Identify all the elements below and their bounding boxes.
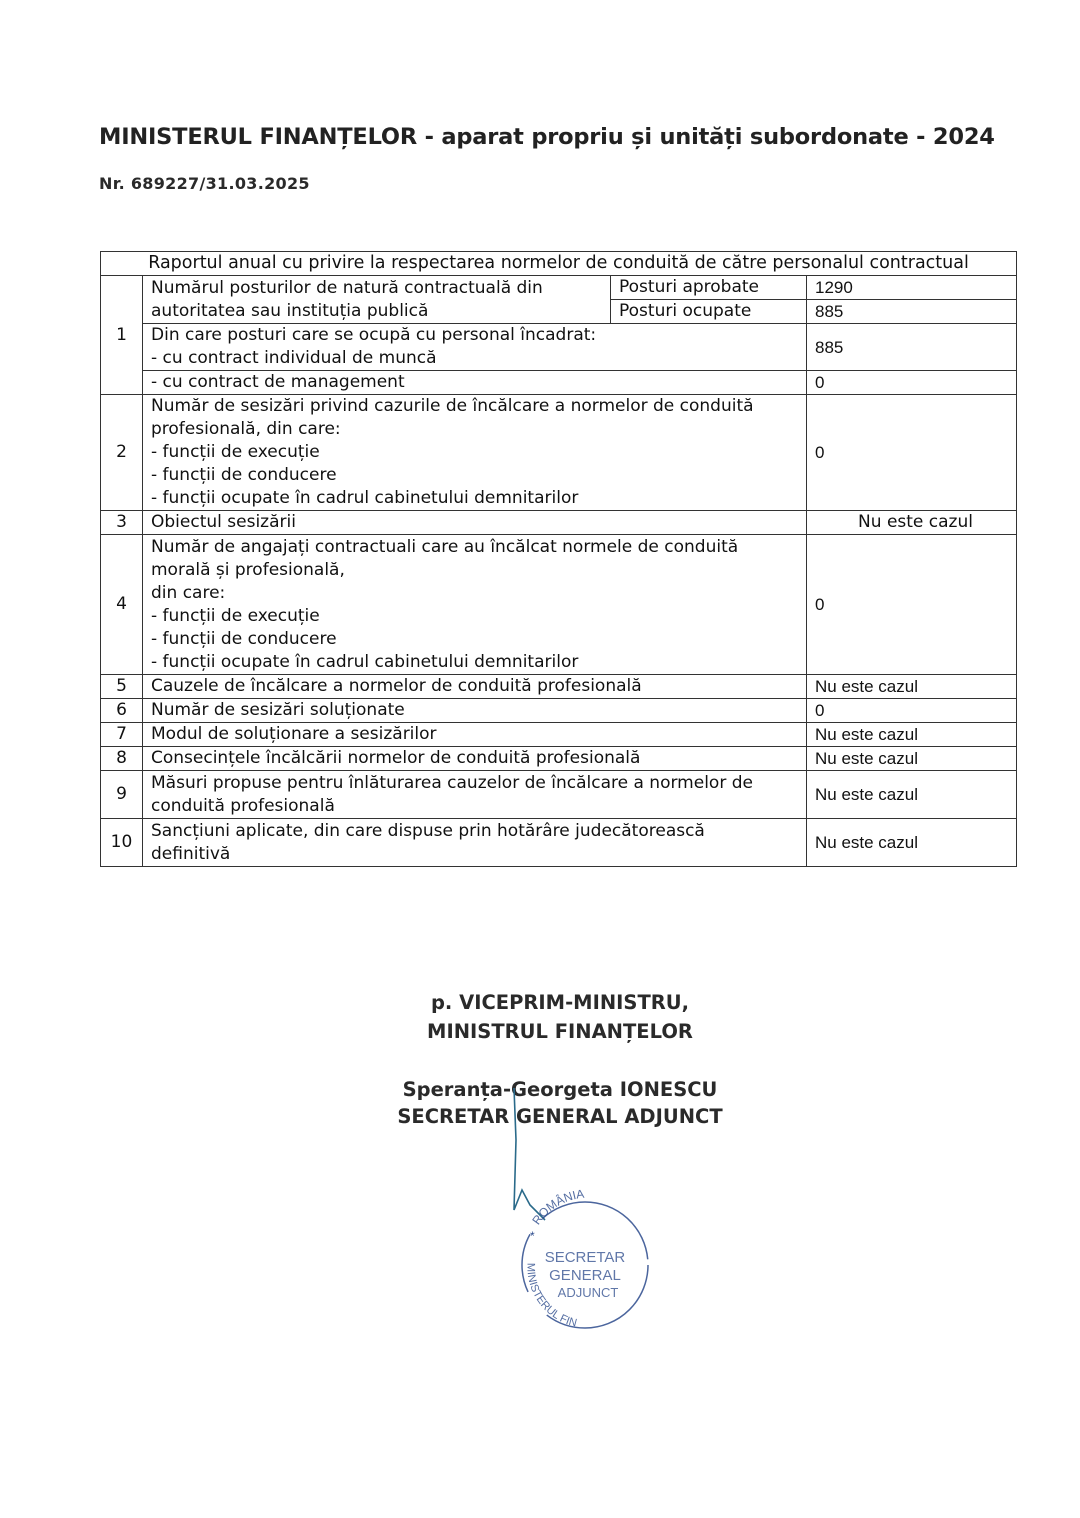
row-label-line: Număr de sesizări privind cazurile de încălcare a normelor de conduită bbox=[151, 396, 754, 416]
svg-text:*: * bbox=[530, 1229, 535, 1243]
table-row bbox=[101, 699, 1017, 723]
row-value: Nu este cazul bbox=[807, 675, 1017, 699]
row-label: Cauzele de încălcare a normelor de conduită profesională bbox=[143, 675, 807, 699]
row-label-line: - funcții de execuție bbox=[151, 605, 320, 626]
management-contract-value: 0 bbox=[807, 371, 1017, 395]
stamp-text: ADJUNCT bbox=[557, 1285, 619, 1300]
row-value: Nu este cazul bbox=[807, 819, 1017, 867]
management-contract-label: - cu contract de management bbox=[143, 371, 807, 395]
posts-label bbox=[143, 276, 611, 324]
row-label bbox=[143, 395, 807, 511]
table-row bbox=[101, 511, 1017, 535]
signatory-line: MINISTRUL FINANȚELOR bbox=[427, 1020, 693, 1043]
table-row bbox=[101, 819, 1017, 867]
document-number: Nr. 689227/31.03.2025 bbox=[99, 174, 310, 193]
table-row bbox=[101, 675, 1017, 699]
row-label-line: - funcții ocupate în cadrul cabinetului demnitarilor bbox=[151, 488, 579, 508]
row-label-line: - funcții de conducere bbox=[151, 465, 337, 485]
row-value: Nu este cazul bbox=[807, 747, 1017, 771]
row-label-line: definitivă bbox=[151, 843, 231, 864]
row-label-line: morală și profesională, bbox=[151, 559, 345, 580]
approved-posts-label: Posturi aprobate bbox=[611, 276, 807, 300]
row-label: Număr de sesizări soluționate bbox=[143, 699, 807, 723]
official-stamp-icon bbox=[500, 1150, 670, 1360]
occupied-posts-value: 885 bbox=[807, 300, 1017, 324]
row-label-line: Măsuri propuse pentru înlăturarea cauzelor de încălcare a normelor de bbox=[151, 772, 753, 793]
row-label-line: - funcții ocupate în cadrul cabinetului demnitarilor bbox=[151, 651, 579, 672]
row-label-line: din care: bbox=[151, 582, 226, 603]
stamp-text: GENERAL bbox=[549, 1267, 621, 1284]
row-label bbox=[143, 535, 807, 675]
staff-label-line: Din care posturi care se ocupă cu personal încadrat: bbox=[151, 325, 597, 345]
table-row bbox=[101, 371, 1017, 395]
row-number: 4 bbox=[101, 535, 143, 675]
row-number: 9 bbox=[101, 771, 143, 819]
row-value: Nu este cazul bbox=[807, 723, 1017, 747]
row-label: Obiectul sesizării bbox=[143, 511, 807, 535]
row-label: Modul de soluționare a sesizărilor bbox=[143, 723, 807, 747]
row-number: 7 bbox=[101, 723, 143, 747]
stamp-text: SECRETAR bbox=[544, 1249, 626, 1266]
row-number: 1 bbox=[101, 276, 143, 395]
table-row bbox=[101, 771, 1017, 819]
row-value: Nu este cazul bbox=[807, 511, 1017, 535]
staff-label-line: - cu contract individual de muncă bbox=[151, 348, 437, 368]
row-value: 0 bbox=[807, 395, 1017, 511]
table-row bbox=[101, 395, 1017, 511]
row-number: 10 bbox=[101, 819, 143, 867]
signatory-position: SECRETAR GENERAL ADJUNCT bbox=[397, 1105, 723, 1128]
row-number: 3 bbox=[101, 511, 143, 535]
table-heading-row bbox=[101, 252, 1017, 276]
row-label bbox=[143, 819, 807, 867]
table-row bbox=[101, 535, 1017, 675]
row-label: Consecințele încălcării normelor de conduită profesională bbox=[143, 747, 807, 771]
posts-label-line: autoritatea sau instituția publică bbox=[151, 300, 429, 321]
row-label-line: - funcții de conducere bbox=[151, 628, 337, 649]
row-label-line: conduită profesională bbox=[151, 795, 335, 816]
table-row bbox=[101, 324, 1017, 371]
row-label-line: Număr de angajați contractuali care au încălcat normele de conduită bbox=[151, 536, 739, 557]
row-number: 6 bbox=[101, 699, 143, 723]
svg-text:ROMÂNIA: ROMÂNIA bbox=[529, 1186, 585, 1228]
row-number: 2 bbox=[101, 395, 143, 511]
signatory-line: p. VICEPRIM-MINISTRU, bbox=[430, 991, 690, 1014]
row-label bbox=[143, 771, 807, 819]
row-number: 8 bbox=[101, 747, 143, 771]
occupied-posts-label: Posturi ocupate bbox=[611, 300, 807, 324]
row-label-line: Sancțiuni aplicate, din care dispuse prin hotărâre judecătorească bbox=[151, 820, 705, 841]
document-title: MINISTERUL FINANȚELOR - aparat propriu și unități subordonate - 2024 bbox=[99, 124, 995, 150]
table-heading: Raportul anual cu privire la respectarea normelor de conduită de către personalul contractual bbox=[101, 252, 1017, 276]
signatory-title-block bbox=[380, 988, 740, 1046]
posts-label-line: Numărul posturilor de natură contractuală din bbox=[151, 277, 543, 298]
svg-text:MINISTERUL FIN: MINISTERUL FIN bbox=[524, 1262, 579, 1330]
table-row bbox=[101, 723, 1017, 747]
table-row bbox=[101, 276, 1017, 300]
row-label-line: - funcții de execuție bbox=[151, 442, 320, 462]
signatory-name: Speranța-Georgeta IONESCU bbox=[402, 1078, 718, 1101]
row-value: 0 bbox=[807, 699, 1017, 723]
row-label-line: profesională, din care: bbox=[151, 419, 341, 439]
staff-label bbox=[143, 324, 807, 371]
row-value: 0 bbox=[807, 535, 1017, 675]
row-value: Nu este cazul bbox=[807, 771, 1017, 819]
staff-value: 885 bbox=[807, 324, 1017, 371]
approved-posts-value: 1290 bbox=[807, 276, 1017, 300]
conduct-report-table bbox=[100, 251, 1017, 867]
row-number: 5 bbox=[101, 675, 143, 699]
table-row bbox=[101, 747, 1017, 771]
